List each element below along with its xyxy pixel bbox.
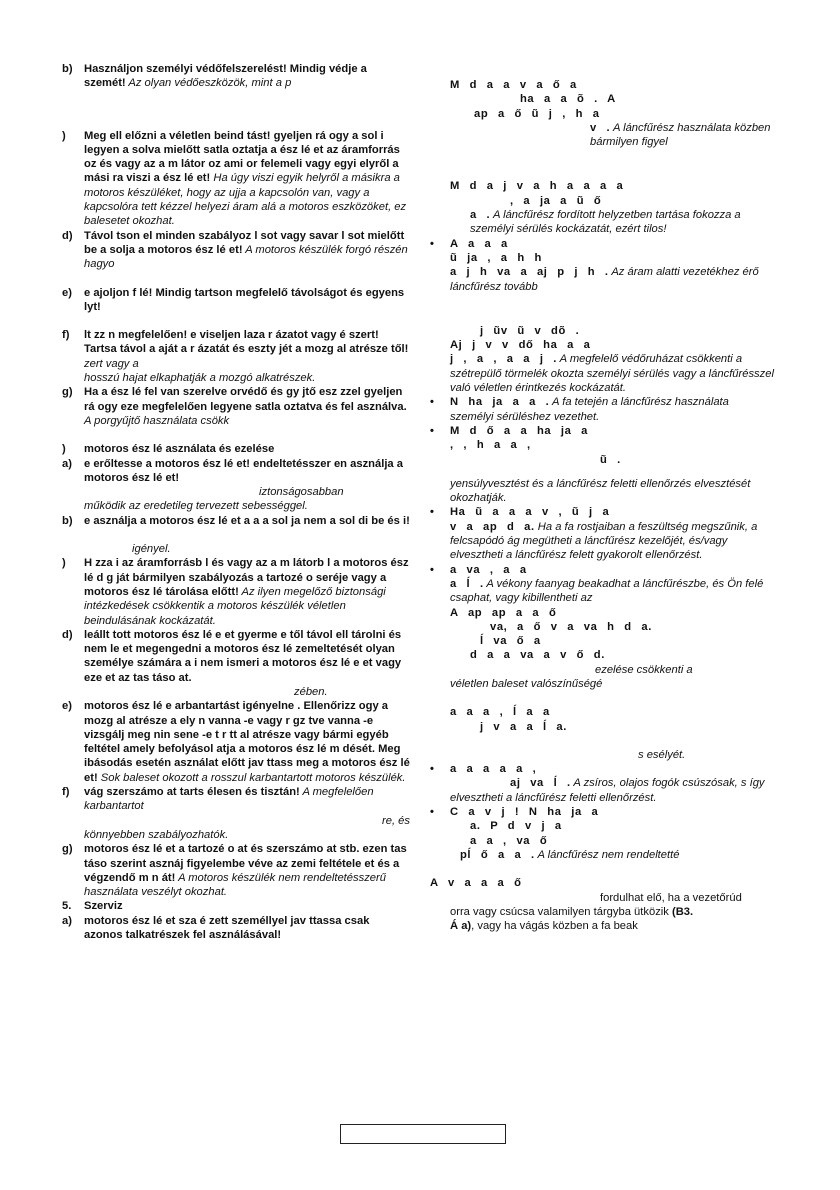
garbled-line: d a a va a v ő d. bbox=[470, 649, 605, 662]
item-label: a) bbox=[62, 914, 72, 927]
bullet-marker: • bbox=[430, 806, 434, 819]
garbled-line: ĺ va ő a bbox=[480, 635, 541, 648]
item-text-bold: e ajoljon f lé! Mindig tartson megfelelő távolságot és egyens lyt! bbox=[84, 286, 405, 313]
bullet-marker: • bbox=[430, 237, 434, 250]
paragraph-italic: véletlen baleset valószínűségé bbox=[450, 677, 603, 690]
item-text-italic: Az olyan védőeszközök, mint a p bbox=[125, 77, 292, 90]
item-4b bbox=[62, 514, 410, 557]
item-text-italic: zert vagy a bbox=[84, 357, 139, 370]
item-text-bold: Meg ell előzni a véletlen beind tást! gyeljen rá ogy a sol i legyen a solva mielőtt satla oztatja a ész lé et az áramforrás oz és vagy az a m látor oz ami or felemeli vagy egyi elyről a mási ra viszi a ész lé et! bbox=[84, 129, 400, 185]
item-label: b) bbox=[62, 514, 73, 527]
item-text-italic: A motoros készülék nem rendeltetésszerű használata veszélyt okozhat. bbox=[84, 871, 386, 899]
bullet-6 bbox=[430, 762, 774, 805]
garbled-line: N ha ja a a . bbox=[450, 396, 550, 409]
garbled-line: , a ja a ũ ő bbox=[510, 194, 602, 207]
section-label: 5. bbox=[62, 900, 72, 913]
section-title: motoros ész lé asználata és ezelése bbox=[84, 443, 275, 456]
item-text-italic: Sok baleset okozott a rosszul karbantartott motoros készülék. bbox=[97, 771, 406, 784]
section-5-heading bbox=[62, 899, 410, 913]
garbled-line: a a , va ő bbox=[470, 834, 548, 847]
garbled-line: M d ő a a ha ja a bbox=[450, 424, 588, 437]
item-e bbox=[62, 286, 410, 315]
item-label: ) bbox=[62, 129, 66, 142]
item-text-italic: iztonságosabban bbox=[259, 486, 344, 499]
bullet-3 bbox=[430, 424, 774, 505]
bullet-1 bbox=[430, 237, 774, 294]
garbled-line: a j h va a aj p j h . bbox=[450, 266, 609, 279]
garbled-line: j ũv ũ v dõ . bbox=[480, 324, 580, 337]
right-column bbox=[430, 62, 774, 933]
paragraph-italic: A vékony faanyag beakadhat a láncfűrészbe, és Ön felé csaphat, vagy kibillentheti az bbox=[450, 577, 764, 605]
bullet-5 bbox=[430, 563, 774, 606]
bullet-marker: • bbox=[430, 763, 434, 776]
item-text-italic-line: működik az eredetileg tervezett sebességgel. bbox=[84, 500, 308, 513]
garbled-line: M d a j v a h a a a a bbox=[450, 180, 624, 193]
subsection-heading: A v a a a ő bbox=[430, 877, 522, 890]
item-label: d) bbox=[62, 628, 73, 641]
item-text-bold: vág szerszámo at tarts élesen és tisztán! bbox=[84, 786, 300, 799]
item-text-italic: A motoros készülék forgó részén hagyo bbox=[84, 243, 408, 271]
item-g bbox=[62, 385, 410, 428]
left-column bbox=[62, 62, 410, 942]
item-4d bbox=[62, 628, 410, 699]
item-text-bold: motoros ész lé et sza é zett személlyel jav ttassa csak azonos talkatrészek fel asználásával! bbox=[84, 914, 370, 942]
right-paragraph-2 bbox=[430, 179, 774, 236]
garbled-line: ap a ő ũ j , h a bbox=[474, 107, 600, 120]
garbled-line: ha a a õ . A bbox=[520, 93, 616, 106]
paragraph-italic: A megfelelő védőruházat csökkenti a szétrepülő törmelék okozta személyi sérülés vagy a láncfűrésszel való véletlen érintkezés kockázatát. bbox=[450, 353, 774, 395]
paragraph-italic: s esélyét. bbox=[638, 748, 686, 761]
paragraph-line: , vagy ha vágás közben a fa beak bbox=[471, 920, 638, 933]
bullet-marker: • bbox=[430, 563, 434, 576]
item-label: e) bbox=[62, 700, 72, 713]
item-text-bold: e asználja a motoros ész lé et a a a sol ja nem a sol di be és i! bbox=[84, 514, 410, 527]
item-text-italic: Ha úgy viszi egyik helyről a másikra a motoros készüléket, hogy az ujja a kapcsolón van, vagy a kapcsolóra tett kézzel helyezi áram alá a motoros eszközöket, ez balesetet okozhat. bbox=[84, 172, 407, 228]
item-f bbox=[62, 328, 410, 385]
item-text-bold: lt zz n megfelelően! e viseljen laza r ázatot vagy é szert! Tartsa távol a aját a r ázatát és eszty jét a mozg al atrésze től! bbox=[84, 329, 409, 356]
garbled-line: j , a , a a j . bbox=[450, 353, 557, 366]
item-label: g) bbox=[62, 843, 73, 856]
figure-reference: Á a) bbox=[450, 920, 472, 933]
paragraph-line: fordulhat elő, ha a vezetőrúd bbox=[600, 891, 742, 904]
bullet-7 bbox=[430, 805, 774, 862]
bullet-marker: • bbox=[430, 424, 434, 437]
garbled-line: M d a a v a ő a bbox=[450, 79, 577, 91]
section-label: ) bbox=[62, 443, 66, 456]
item-text-bold: Távol tson el minden szabályoz l sot vagy savar l sot mielőtt be a solja a motoros ész lé et! bbox=[84, 229, 405, 256]
item-text-italic: Az ilyen megelőző biztonsági intézkedések csökkentik a motoros készülék véletlen beindulásának kockázatát. bbox=[84, 585, 386, 627]
item-label: d) bbox=[62, 229, 73, 242]
item-4e bbox=[62, 699, 410, 785]
item-label: f) bbox=[62, 786, 70, 799]
item-text-bold: H zza i az áramforrásb l és vagy az a m látorb l a motoros ész lé d g ját bármilyen szabályozás a tartozé o seréje vagy a motoros ész lé tárolása előtt! bbox=[84, 557, 409, 598]
paragraph-italic: A láncfűrész használata közben bármilyen figyel bbox=[590, 121, 771, 149]
garbled-line: ũ ja , a h h bbox=[450, 251, 542, 264]
paragraph-italic: Az áram alatti vezetékhez érő láncfűrész tovább bbox=[450, 266, 759, 293]
item-text-bold: Használjon személyi védőfelszerelést! Mindig védje a szemét! bbox=[84, 63, 367, 90]
item-d bbox=[62, 229, 410, 272]
item-4g bbox=[62, 842, 410, 899]
garbled-line: v a ap d a. bbox=[450, 520, 535, 533]
garbled-line: v . bbox=[590, 121, 611, 134]
item-text-italic: zében. bbox=[294, 685, 328, 698]
garbled-line: j v a a ĺ a. bbox=[480, 720, 567, 733]
item-label: b) bbox=[62, 63, 73, 75]
garbled-line: pĺ ő a a . bbox=[460, 848, 535, 861]
right-paragraph-1 bbox=[430, 78, 774, 149]
paragraph-italic: A zsíros, olajos fogók csúszósak, s így elvesztheti a láncfűrész feletti ellenőrzést. bbox=[450, 777, 765, 804]
item-4a bbox=[62, 457, 410, 514]
garbled-line: a va , a a bbox=[450, 563, 527, 576]
item-4c bbox=[62, 556, 410, 627]
item-text-italic: A porgyűjtő használata csökk bbox=[84, 414, 230, 427]
item-b bbox=[62, 62, 410, 91]
garbled-line: Ha ũ a a a v , ũ j a bbox=[450, 506, 610, 519]
item-text-italic-line: hosszú hajat elkaphatják a mozgó alkatrészek. bbox=[84, 372, 316, 385]
item-4f bbox=[62, 785, 410, 842]
item-text-bold: motoros ész lé e arbantartást igényelne . Ellenőrizz ogy a mozg al atrésze a ely n vanna -e vagy r gz tve vanna -e vizsgálj meg nin sene -e t r tt al atrésze vagy bármi egyéb feltétel amely befolyásol atja a motoros ész lé m dését. Meg ibásodás esetén asználat előtt jav ttass meg a motoros ész lé et! bbox=[84, 700, 410, 784]
figure-reference: (B3. bbox=[671, 905, 694, 918]
garbled-line: aj va ĺ . bbox=[510, 777, 571, 790]
item-text-bold: motoros ész lé et a tartozé o at és szerszámo at stb. ezen tas táso szerint asznáj figyelembe véve az zemi feltétele et és a végzendő m n át! bbox=[84, 843, 407, 884]
garbled-line: a. P d v j a bbox=[470, 820, 562, 833]
paragraph-italic: Ha a fa rostjaiban a feszültség megszűnik, a felcsapódó ág megütheti a láncfűrész kezelőjét, és/vagy elvesztheti a láncfűrész felett gyakorolt ellenőrzést. bbox=[450, 520, 758, 562]
right-paragraph-3 bbox=[430, 324, 774, 395]
paragraph-italic: yensúlyvesztést és a láncfűrész feletti ellenőrzés elvesztését okozhatják. bbox=[450, 477, 751, 505]
garbled-line: a a a a a , bbox=[450, 763, 537, 776]
item-text-italic: igényel. bbox=[132, 543, 171, 556]
right-paragraph-last bbox=[430, 891, 774, 934]
section-title: Szerviz bbox=[84, 900, 123, 913]
item-label: g) bbox=[62, 386, 73, 399]
garbled-line: a . bbox=[470, 209, 491, 222]
garbled-line: C a v j ! N ha ja a bbox=[450, 806, 599, 819]
garbled-line: A a a a bbox=[450, 237, 508, 250]
garbled-line: va, a ő v a va h d a. bbox=[490, 620, 652, 633]
garbled-line: , , h a a , bbox=[450, 439, 531, 452]
garbled-line: a ĺ . bbox=[450, 577, 484, 590]
bullet-marker: • bbox=[430, 506, 434, 519]
page-number-box bbox=[340, 1124, 506, 1144]
bullet-4 bbox=[430, 505, 774, 562]
right-paragraph-5 bbox=[430, 705, 774, 762]
item-text-bold: Ha a ész lé fel van szerelve orvédő és gy jtő esz zzel gyeljen rá ogy eze megfelelően legyene satla oztatva és fel asználva. bbox=[84, 386, 407, 413]
bullet-marker: • bbox=[430, 396, 434, 409]
item-text-italic-line: könnyebben szabályozhatók. bbox=[84, 828, 229, 841]
item-text-bold: leállt tott motoros ész lé e et gyerme e től távol ell tárolni és nem le et megengedni a motoros ész lé zemeltetését olyan személye számára a i nem ismeri a motoros ész lé e et vagy eze et az tas táso at. bbox=[84, 628, 402, 684]
garbled-line: a a a , ĺ a a bbox=[450, 706, 550, 719]
garbled-line: ũ . bbox=[600, 453, 621, 466]
paragraph-italic: ezelése csökkenti a bbox=[595, 663, 693, 676]
paragraph-italic: A láncfűrész fordított helyzetben tartása fokozza a személyi sérülés kockázatát, ezért tilos! bbox=[470, 209, 741, 236]
item-5a bbox=[62, 914, 410, 943]
paragraph-italic: A láncfűrész nem rendeltetté bbox=[534, 848, 680, 861]
paragraph-line: orra vagy csúcsa valamilyen tárgyba ütközik bbox=[450, 905, 672, 918]
item-text-bold: e erőltesse a motoros ész lé et! endeltetésszer en asználja a motoros ész lé et! bbox=[84, 457, 403, 484]
item-text-italic-right: re, és bbox=[382, 814, 410, 827]
item-c bbox=[62, 129, 410, 229]
garbled-line: Aj j v v dő ha a a bbox=[450, 339, 591, 352]
item-label: a) bbox=[62, 457, 72, 470]
item-label: ) bbox=[62, 557, 66, 570]
bullet-2 bbox=[430, 395, 774, 424]
section-4-heading bbox=[62, 442, 410, 456]
garbled-line: A ap ap a a ő bbox=[450, 606, 557, 619]
item-label: f) bbox=[62, 329, 70, 342]
item-text-italic: A megfelelően karbantartot bbox=[84, 786, 374, 813]
item-label: e) bbox=[62, 286, 72, 299]
right-paragraph-4 bbox=[430, 606, 774, 692]
paragraph-italic: A fa tetején a láncfűrész használata személyi sérüléshez vezethet. bbox=[450, 396, 729, 423]
